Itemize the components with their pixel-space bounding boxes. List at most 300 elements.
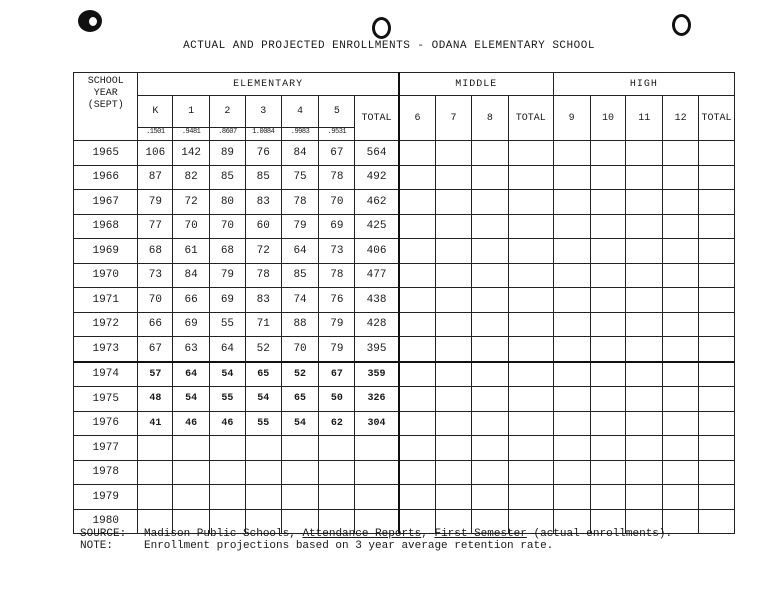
high-cell <box>663 214 699 239</box>
high-cell <box>699 190 735 215</box>
middle-cell <box>399 239 436 264</box>
middle-cell <box>471 263 508 288</box>
enrollment-cell: 66 <box>138 312 173 337</box>
high-cell <box>699 387 735 412</box>
enrollment-cell: 75 <box>281 165 319 190</box>
enrollment-cell: 52 <box>245 337 281 362</box>
middle-cell <box>508 362 553 387</box>
enrollment-cell: 61 <box>173 239 210 264</box>
enrollment-cell: 72 <box>173 190 210 215</box>
high-cell <box>699 141 735 166</box>
enrollment-cell: 63 <box>173 337 210 362</box>
high-cell <box>626 239 663 264</box>
high-cell <box>553 190 590 215</box>
year-cell: 1980 <box>74 509 138 534</box>
table-row <box>74 214 735 239</box>
high-cell <box>553 337 590 362</box>
middle-cell <box>508 141 553 166</box>
middle-cell <box>508 337 553 362</box>
middle-header: MIDDLE <box>399 73 553 96</box>
table-row <box>74 485 735 510</box>
middle-cell <box>399 214 436 239</box>
grade-header: TOTAL <box>699 96 735 141</box>
high-cell <box>553 239 590 264</box>
middle-cell <box>508 387 553 412</box>
year-cell: 1968 <box>74 214 138 239</box>
elementary-total-cell <box>355 460 399 485</box>
retention-rate: 1.0084 <box>245 128 281 141</box>
high-cell <box>553 165 590 190</box>
enrollment-cell: 71 <box>245 312 281 337</box>
middle-cell <box>436 460 472 485</box>
enrollment-cell: 79 <box>319 337 355 362</box>
enrollment-cell <box>281 436 319 461</box>
high-cell <box>699 460 735 485</box>
middle-cell <box>436 190 472 215</box>
high-cell <box>626 411 663 436</box>
high-cell <box>626 436 663 461</box>
enrollment-cell: 68 <box>210 239 246 264</box>
middle-cell <box>399 485 436 510</box>
middle-cell <box>471 190 508 215</box>
high-cell <box>663 460 699 485</box>
enrollment-cell: 62 <box>319 411 355 436</box>
enrollment-cell: 66 <box>173 288 210 313</box>
high-cell <box>663 436 699 461</box>
high-cell <box>663 263 699 288</box>
enrollment-cell: 46 <box>210 411 246 436</box>
high-cell <box>590 288 626 313</box>
middle-cell <box>399 165 436 190</box>
high-cell <box>553 436 590 461</box>
high-cell <box>699 337 735 362</box>
enrollment-cell: 70 <box>173 214 210 239</box>
retention-rate: .9531 <box>319 128 355 141</box>
high-cell <box>590 141 626 166</box>
middle-cell <box>471 214 508 239</box>
middle-cell <box>399 312 436 337</box>
enrollment-cell <box>319 485 355 510</box>
enrollment-cell: 65 <box>245 362 281 387</box>
enrollment-cell: 54 <box>210 362 246 387</box>
enrollment-cell: 69 <box>319 214 355 239</box>
enrollment-cell: 77 <box>138 214 173 239</box>
elementary-total-cell: 406 <box>355 239 399 264</box>
enrollment-cell: 68 <box>138 239 173 264</box>
middle-cell <box>508 239 553 264</box>
high-cell <box>699 288 735 313</box>
enrollment-cell: 67 <box>319 362 355 387</box>
high-cell <box>699 165 735 190</box>
middle-cell <box>508 312 553 337</box>
enrollment-cell: 84 <box>281 141 319 166</box>
grade-header: 5 <box>319 96 355 128</box>
punch-hole-ring <box>86 14 100 29</box>
high-cell <box>590 337 626 362</box>
high-cell <box>626 288 663 313</box>
high-cell <box>626 460 663 485</box>
grade-header: K <box>138 96 173 128</box>
elementary-total-cell: 395 <box>355 337 399 362</box>
enrollment-cell: 106 <box>138 141 173 166</box>
table-row <box>74 263 735 288</box>
middle-cell <box>508 460 553 485</box>
middle-cell <box>436 141 472 166</box>
middle-cell <box>436 263 472 288</box>
middle-cell <box>471 288 508 313</box>
enrollment-cell: 76 <box>319 288 355 313</box>
high-cell <box>626 387 663 412</box>
table-row <box>74 288 735 313</box>
high-cell <box>663 362 699 387</box>
middle-cell <box>508 165 553 190</box>
enrollment-cell: 70 <box>138 288 173 313</box>
enrollment-cell <box>281 485 319 510</box>
note-label: NOTE: <box>80 540 114 552</box>
enrollment-cell: 70 <box>210 214 246 239</box>
enrollment-cell <box>138 485 173 510</box>
year-cell: 1978 <box>74 460 138 485</box>
high-cell <box>553 460 590 485</box>
middle-cell <box>508 485 553 510</box>
enrollment-cell <box>319 436 355 461</box>
enrollment-cell: 78 <box>319 263 355 288</box>
high-cell <box>590 387 626 412</box>
elementary-total-cell <box>355 485 399 510</box>
enrollment-cell: 78 <box>281 190 319 215</box>
enrollment-cell: 78 <box>245 263 281 288</box>
table-row <box>74 411 735 436</box>
enrollment-cell: 52 <box>281 362 319 387</box>
year-cell: 1976 <box>74 411 138 436</box>
grade-header: 8 <box>471 96 508 141</box>
enrollment-cell <box>281 460 319 485</box>
high-cell <box>553 141 590 166</box>
middle-cell <box>436 312 472 337</box>
enrollment-cell: 55 <box>210 387 246 412</box>
middle-cell <box>436 411 472 436</box>
enrollment-cell: 76 <box>245 141 281 166</box>
enrollment-cell: 85 <box>210 165 246 190</box>
enrollment-cell: 74 <box>281 288 319 313</box>
middle-cell <box>471 485 508 510</box>
middle-cell <box>399 263 436 288</box>
grade-header: TOTAL <box>355 96 399 141</box>
year-cell: 1974 <box>74 362 138 387</box>
enrollment-cell: 80 <box>210 190 246 215</box>
year-cell: 1977 <box>74 436 138 461</box>
high-cell <box>663 288 699 313</box>
enrollment-cell: 84 <box>173 263 210 288</box>
middle-cell <box>508 214 553 239</box>
middle-cell <box>471 337 508 362</box>
retention-rate: .9983 <box>281 128 319 141</box>
table-row <box>74 141 735 166</box>
enrollment-cell <box>210 460 246 485</box>
elementary-total-cell: 326 <box>355 387 399 412</box>
middle-cell <box>471 387 508 412</box>
middle-cell <box>399 337 436 362</box>
document-title: ACTUAL AND PROJECTED ENROLLMENTS - ODANA ELEMENTARY SCHOOL <box>183 40 595 52</box>
punch-hole-ring <box>672 14 691 36</box>
enrollment-cell: 78 <box>319 165 355 190</box>
high-cell <box>626 190 663 215</box>
source-label: SOURCE: <box>80 528 127 540</box>
enrollment-cell <box>210 436 246 461</box>
enrollment-cell: 67 <box>319 141 355 166</box>
enrollment-cell: 64 <box>173 362 210 387</box>
enrollment-cell: 83 <box>245 288 281 313</box>
grade-header: 4 <box>281 96 319 128</box>
high-cell <box>590 362 626 387</box>
high-cell <box>699 312 735 337</box>
enrollment-cell: 73 <box>138 263 173 288</box>
retention-rate: .8607 <box>210 128 246 141</box>
middle-cell <box>399 460 436 485</box>
middle-cell <box>436 288 472 313</box>
elementary-total-cell: 462 <box>355 190 399 215</box>
middle-cell <box>399 387 436 412</box>
middle-cell <box>471 165 508 190</box>
table-row <box>74 165 735 190</box>
enrollment-cell: 79 <box>281 214 319 239</box>
elementary-total-cell: 304 <box>355 411 399 436</box>
enrollment-cell: 69 <box>173 312 210 337</box>
elementary-total-cell: 359 <box>355 362 399 387</box>
middle-cell <box>436 214 472 239</box>
retention-rate: .9481 <box>173 128 210 141</box>
high-cell <box>663 165 699 190</box>
enrollment-cell: 64 <box>281 239 319 264</box>
high-cell <box>590 411 626 436</box>
enrollment-cell <box>138 436 173 461</box>
table-row <box>74 337 735 362</box>
punch-hole-ring <box>372 17 391 39</box>
middle-cell <box>399 411 436 436</box>
high-cell <box>626 165 663 190</box>
elementary-total-cell: 438 <box>355 288 399 313</box>
year-cell: 1971 <box>74 288 138 313</box>
year-cell: 1970 <box>74 263 138 288</box>
high-cell <box>663 312 699 337</box>
high-cell <box>663 485 699 510</box>
enrollment-cell: 79 <box>138 190 173 215</box>
high-cell <box>590 165 626 190</box>
high-cell <box>553 214 590 239</box>
elementary-total-cell: 492 <box>355 165 399 190</box>
high-cell <box>553 263 590 288</box>
middle-cell <box>508 436 553 461</box>
middle-cell <box>471 411 508 436</box>
enrollment-cell: 54 <box>245 387 281 412</box>
middle-cell <box>436 387 472 412</box>
year-cell: 1967 <box>74 190 138 215</box>
high-cell <box>626 485 663 510</box>
high-cell <box>663 411 699 436</box>
high-cell <box>699 239 735 264</box>
table-row <box>74 436 735 461</box>
high-cell <box>699 263 735 288</box>
table-row <box>74 460 735 485</box>
enrollment-cell: 70 <box>319 190 355 215</box>
high-cell <box>590 263 626 288</box>
middle-cell <box>471 460 508 485</box>
high-cell <box>663 337 699 362</box>
middle-cell <box>399 288 436 313</box>
elementary-total-cell: 425 <box>355 214 399 239</box>
high-cell <box>699 362 735 387</box>
school-year-header: SCHOOL YEAR (SEPT) <box>74 73 138 141</box>
high-cell <box>553 411 590 436</box>
high-cell <box>699 436 735 461</box>
middle-cell <box>436 436 472 461</box>
enrollment-cell: 83 <box>245 190 281 215</box>
source-note <box>80 528 672 540</box>
enrollment-cell: 60 <box>245 214 281 239</box>
enrollment-cell: 55 <box>210 312 246 337</box>
high-cell <box>626 141 663 166</box>
enrollment-cell: 57 <box>138 362 173 387</box>
grade-header: 7 <box>436 96 472 141</box>
middle-cell <box>399 141 436 166</box>
enrollment-cell: 88 <box>281 312 319 337</box>
table-row <box>74 190 735 215</box>
enrollment-cell <box>245 460 281 485</box>
middle-cell <box>436 485 472 510</box>
high-cell <box>699 485 735 510</box>
middle-cell <box>471 436 508 461</box>
high-cell <box>626 214 663 239</box>
high-header: HIGH <box>553 73 734 96</box>
enrollment-cell <box>173 485 210 510</box>
grade-header: 9 <box>553 96 590 141</box>
high-cell <box>590 460 626 485</box>
grade-header: 10 <box>590 96 626 141</box>
table-row <box>74 239 735 264</box>
enrollment-cell: 54 <box>173 387 210 412</box>
enrollment-cell <box>173 460 210 485</box>
year-cell: 1972 <box>74 312 138 337</box>
high-cell <box>699 214 735 239</box>
grade-header: 2 <box>210 96 246 128</box>
enrollment-cell: 79 <box>210 263 246 288</box>
enrollment-cell <box>245 436 281 461</box>
high-cell <box>663 239 699 264</box>
enrollment-cell <box>245 485 281 510</box>
enrollment-cell: 41 <box>138 411 173 436</box>
high-cell <box>626 263 663 288</box>
high-cell <box>626 362 663 387</box>
enrollment-cell: 142 <box>173 141 210 166</box>
table-row <box>74 387 735 412</box>
enrollment-cell <box>138 460 173 485</box>
high-cell <box>590 312 626 337</box>
middle-cell <box>471 362 508 387</box>
enrollment-cell: 54 <box>281 411 319 436</box>
enrollment-cell: 46 <box>173 411 210 436</box>
high-cell <box>663 387 699 412</box>
enrollment-cell: 55 <box>245 411 281 436</box>
middle-cell <box>399 436 436 461</box>
high-cell <box>590 485 626 510</box>
enrollment-cell <box>210 485 246 510</box>
middle-cell <box>436 337 472 362</box>
middle-cell <box>436 362 472 387</box>
year-cell: 1975 <box>74 387 138 412</box>
grade-header: TOTAL <box>508 96 553 141</box>
enrollment-cell: 70 <box>281 337 319 362</box>
enrollment-cell: 85 <box>245 165 281 190</box>
high-cell <box>553 288 590 313</box>
grade-header: 6 <box>399 96 436 141</box>
enrollment-cell: 50 <box>319 387 355 412</box>
enrollment-cell: 65 <box>281 387 319 412</box>
grade-header: 3 <box>245 96 281 128</box>
enrollment-cell: 89 <box>210 141 246 166</box>
grade-header: 1 <box>173 96 210 128</box>
middle-cell <box>471 141 508 166</box>
middle-cell <box>508 411 553 436</box>
high-cell <box>553 312 590 337</box>
enrollment-cell: 48 <box>138 387 173 412</box>
year-cell: 1979 <box>74 485 138 510</box>
enrollment-cell <box>173 436 210 461</box>
middle-cell <box>436 239 472 264</box>
high-cell <box>553 485 590 510</box>
elementary-total-cell: 477 <box>355 263 399 288</box>
source-text: Madison Public Schools, Attendance Reports, First Semester (actual enrollments). <box>144 528 673 540</box>
high-cell <box>590 239 626 264</box>
high-cell <box>590 190 626 215</box>
enrollment-cell: 87 <box>138 165 173 190</box>
enrollment-cell: 85 <box>281 263 319 288</box>
year-cell: 1969 <box>74 239 138 264</box>
table-row <box>74 362 735 387</box>
middle-cell <box>436 165 472 190</box>
elementary-total-cell <box>355 436 399 461</box>
elementary-header: ELEMENTARY <box>138 73 399 96</box>
elementary-total-cell: 564 <box>355 141 399 166</box>
enrollment-cell <box>319 460 355 485</box>
middle-cell <box>399 190 436 215</box>
middle-cell <box>471 239 508 264</box>
enrollment-cell: 64 <box>210 337 246 362</box>
enrollment-cell: 72 <box>245 239 281 264</box>
enrollment-cell: 82 <box>173 165 210 190</box>
retention-rate: .1501 <box>138 128 173 141</box>
middle-cell <box>399 362 436 387</box>
high-cell <box>553 362 590 387</box>
footnotes <box>80 528 672 552</box>
enrollment-cell: 73 <box>319 239 355 264</box>
high-cell <box>663 141 699 166</box>
grade-header: 12 <box>663 96 699 141</box>
note-text: Enrollment projections based on 3 year average retention rate. <box>144 540 554 552</box>
enrollment-cell: 69 <box>210 288 246 313</box>
middle-cell <box>471 312 508 337</box>
middle-cell <box>508 288 553 313</box>
middle-cell <box>508 190 553 215</box>
high-cell <box>553 387 590 412</box>
middle-cell <box>508 263 553 288</box>
high-cell <box>663 190 699 215</box>
table-row <box>74 312 735 337</box>
enrollment-cell: 79 <box>319 312 355 337</box>
high-cell <box>699 411 735 436</box>
high-cell <box>626 337 663 362</box>
projection-note <box>80 540 672 552</box>
year-cell: 1973 <box>74 337 138 362</box>
